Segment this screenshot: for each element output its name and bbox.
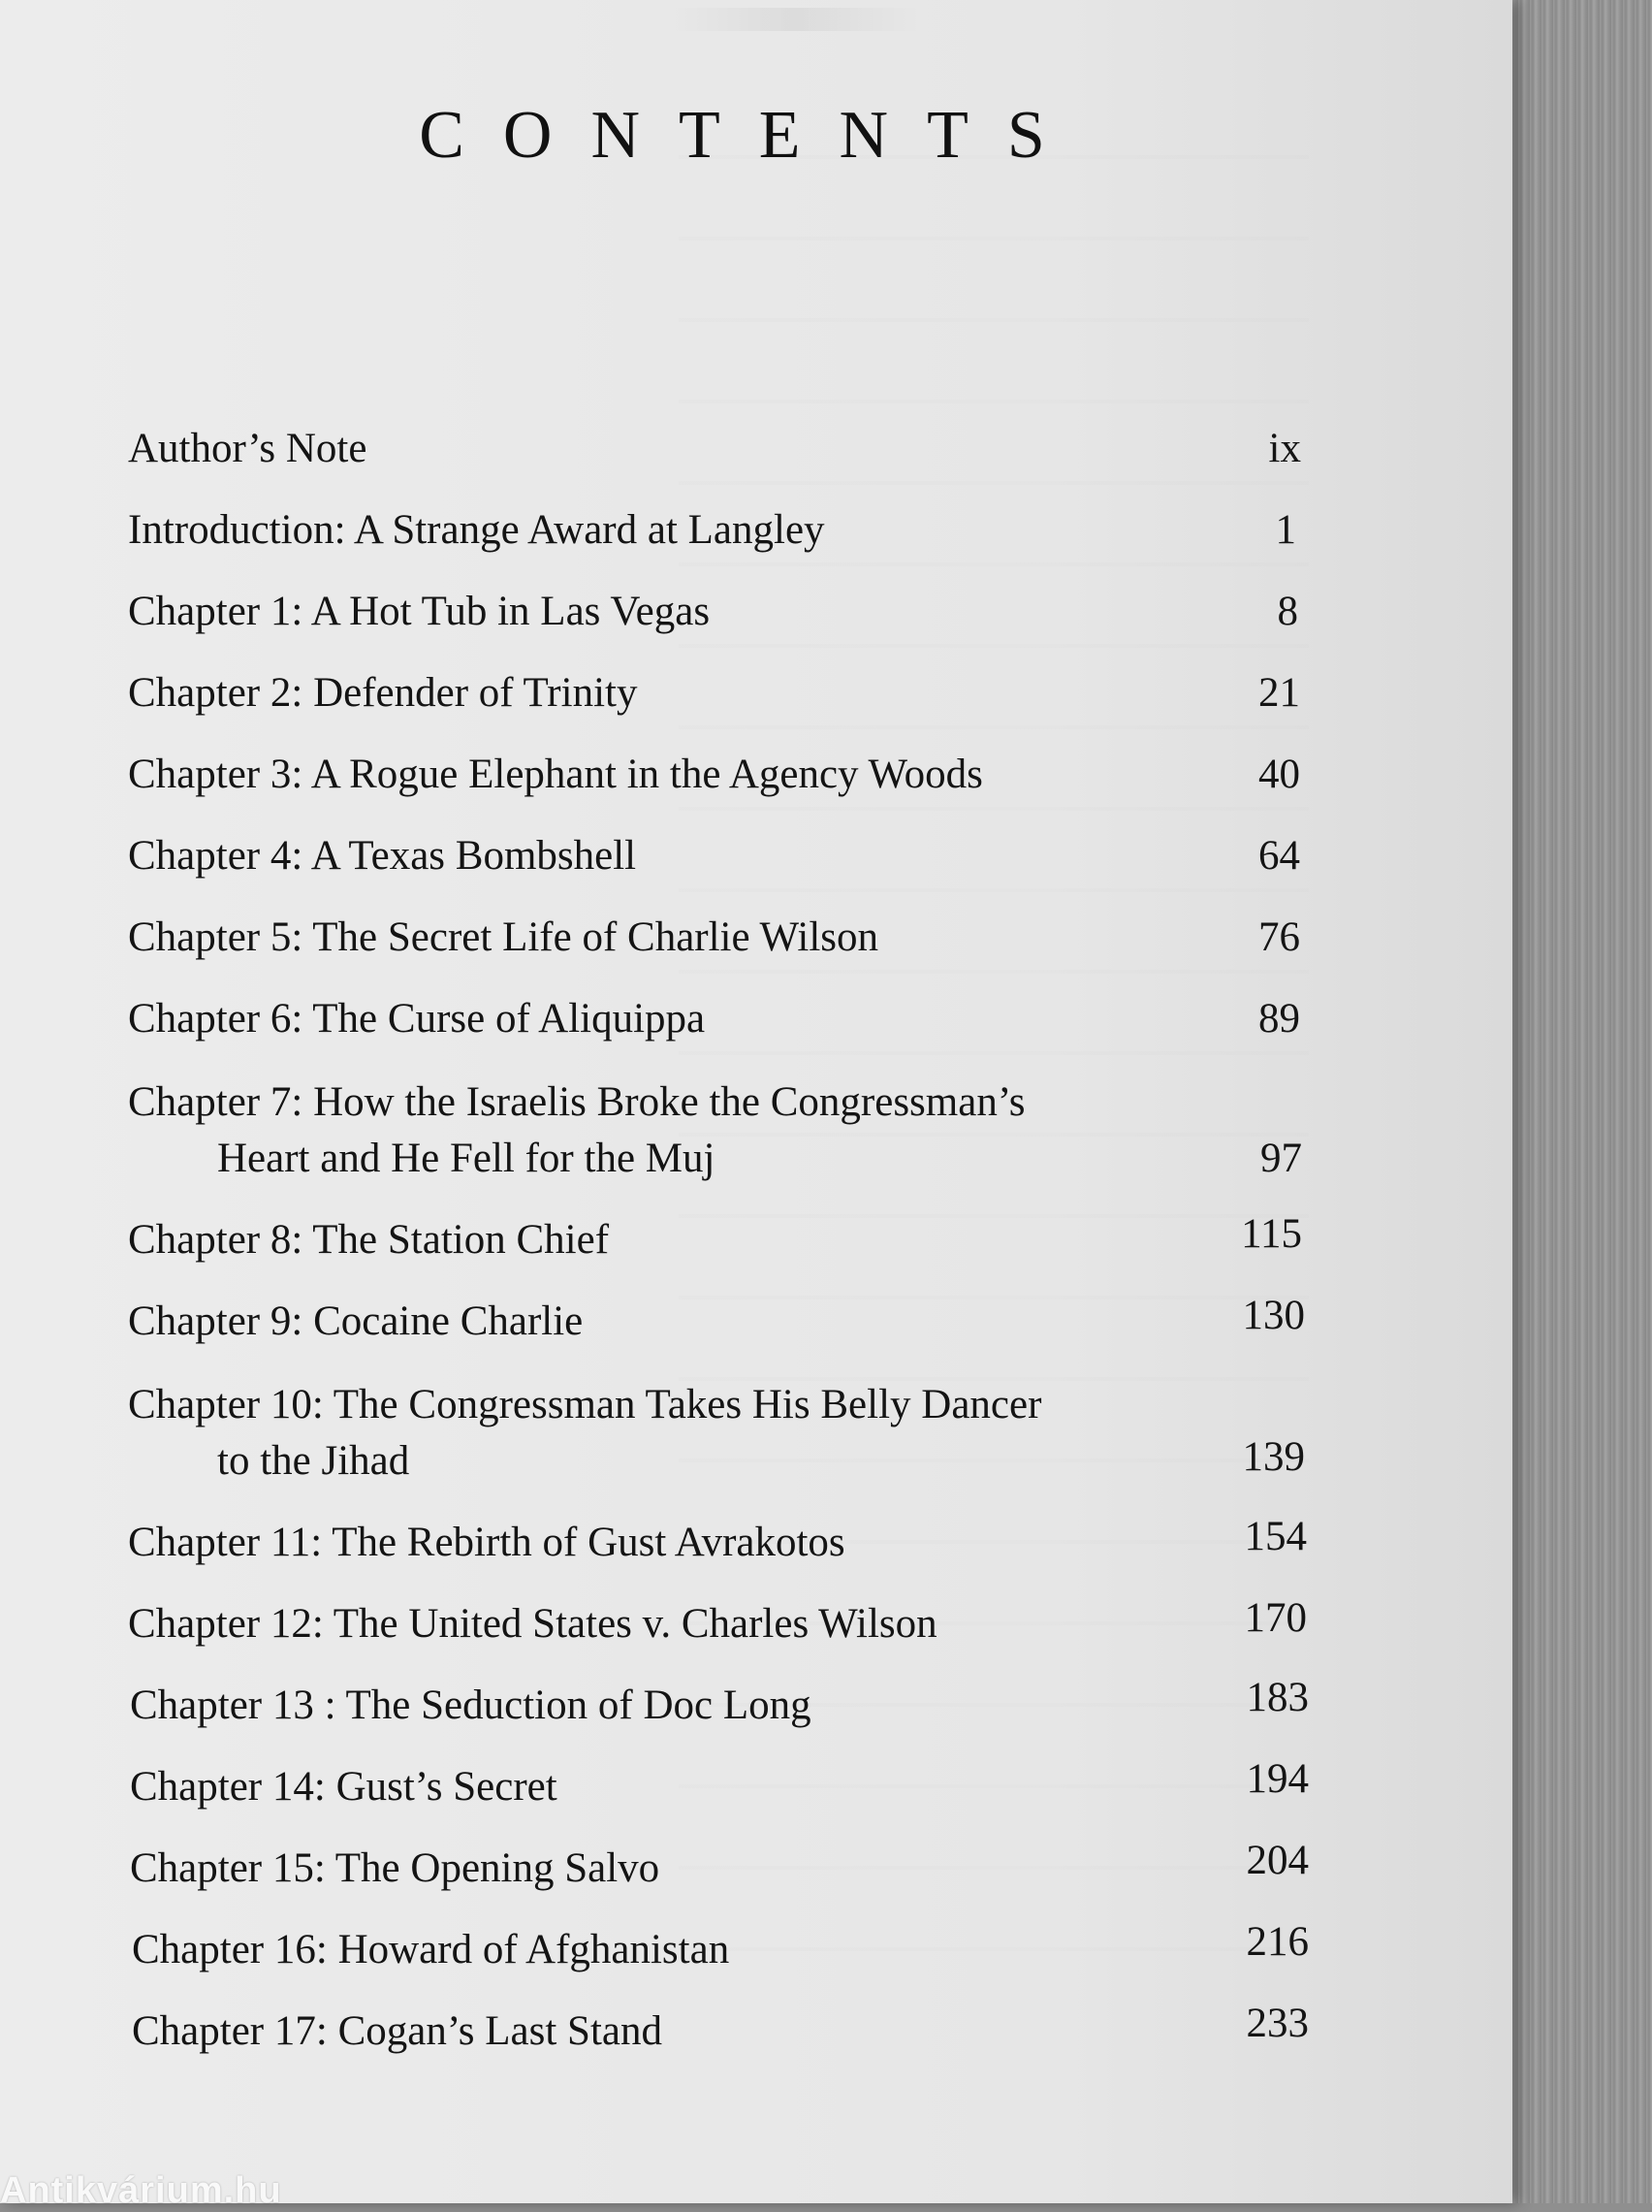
toc-entry-title: Chapter 5: The Secret Life of Charlie Wilson: [128, 914, 879, 960]
toc-entry-page: 97: [1260, 1136, 1302, 1181]
toc-entry: [128, 1377, 1305, 1490]
toc-entry-page: 89: [1258, 996, 1300, 1042]
toc-entry-page: ix: [1268, 426, 1301, 471]
toc-entry-page: 170: [1244, 1595, 1307, 1641]
toc-entry-title-line: Chapter 10: The Congressman Takes His Belly Dancer: [128, 1382, 1042, 1427]
toc-entry-title: Chapter 14: Gust’s Secret: [130, 1764, 557, 1810]
toc-entry-title: Chapter 17: Cogan’s Last Stand: [132, 2008, 662, 2054]
toc-entry-page: 204: [1246, 1838, 1309, 1883]
toc-entry-title: Chapter 3: A Rogue Elephant in the Agency Woods: [128, 752, 983, 797]
toc-entry-title: Chapter 13 : The Seduction of Doc Long: [130, 1683, 811, 1728]
toc-entry-title: Chapter 6: The Curse of Aliquippa: [128, 996, 706, 1042]
toc-entry-title: Chapter 1: A Hot Tub in Las Vegas: [128, 589, 711, 634]
toc-entry-title: Chapter 15: The Opening Salvo: [130, 1845, 660, 1891]
toc-entry-title: Chapter 2: Defender of Trinity: [128, 670, 638, 716]
toc-entry-page: 139: [1242, 1434, 1305, 1480]
toc-entry: [128, 1074, 1305, 1187]
toc-entry-title: Chapter 9: Cocaine Charlie: [128, 1298, 584, 1344]
toc-entry-page: 130: [1242, 1293, 1305, 1338]
toc-entry-page: 233: [1246, 2001, 1309, 2046]
page-title: CONTENTS: [419, 98, 1084, 173]
show-through-bleed: [679, 87, 1309, 2027]
toc-entry-title: Chapter 12: The United States v. Charles Wilson: [128, 1601, 937, 1647]
toc-entry-title: [128, 1074, 1026, 1187]
toc-entry-page: 183: [1246, 1675, 1309, 1720]
toc-entry-page: 115: [1241, 1211, 1302, 1257]
toc-entry-page: 216: [1246, 1919, 1309, 1965]
toc-entry-page: 154: [1244, 1514, 1307, 1559]
running-head-bleed: [669, 8, 921, 31]
watermark: Antikvárium.hu: [0, 2170, 282, 2211]
toc-entry-page: 194: [1246, 1756, 1309, 1802]
toc-entry-page: 40: [1258, 752, 1300, 797]
toc-entry-title: Chapter 16: Howard of Afghanistan: [132, 1927, 730, 1972]
toc-entry-title-continued: to the Jihad: [217, 1438, 410, 1484]
toc-entry-title: [128, 1377, 1041, 1490]
toc-entry-page: 1: [1275, 507, 1296, 553]
toc-entry-title: Chapter 8: The Station Chief: [128, 1217, 610, 1263]
toc-entry-page: 64: [1258, 833, 1300, 879]
toc-entry-title: Chapter 4: A Texas Bombshell: [128, 833, 637, 879]
toc-entry-page: 76: [1258, 914, 1300, 960]
toc-entry-page: 21: [1258, 670, 1300, 716]
toc-entry-title-continued: Heart and He Fell for the Muj: [217, 1136, 715, 1181]
toc-entry-page: 8: [1277, 589, 1298, 634]
toc-entry-title: Chapter 11: The Rebirth of Gust Avrakotos: [128, 1520, 845, 1565]
toc-entry-title-line: Chapter 7: How the Israelis Broke the Congressman’s: [128, 1079, 1026, 1125]
toc-entry-title: Author’s Note: [128, 426, 367, 471]
toc-entry-title: Introduction: A Strange Award at Langley: [128, 507, 825, 553]
